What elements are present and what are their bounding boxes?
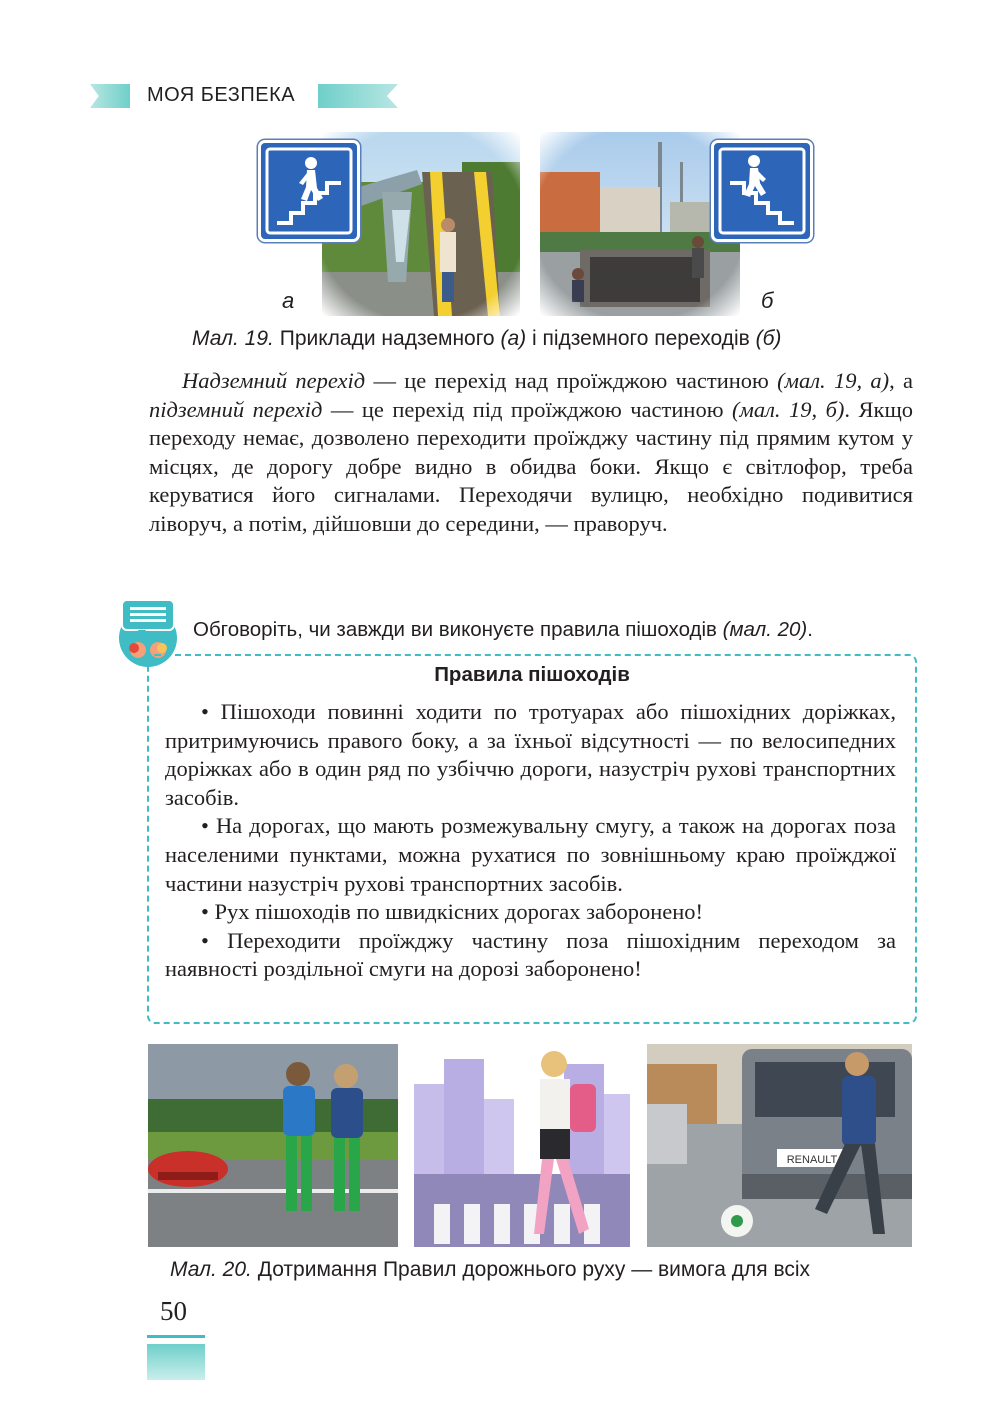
- figure-label-a: а: [282, 288, 295, 313]
- rules-list: [165, 698, 896, 984]
- rule-item: • Пішоходи повинні ходити по тротуарах або пішохідних доріжках, притримуючись правого боку, а за їхньої відсутності — по велосипедних доріжках або в один ряд по узбіччю дороги, назустріч руховi транспортних засобів.: [165, 699, 896, 810]
- photo-girl-crosswalk: [414, 1044, 630, 1247]
- caption-ref-a: (а): [500, 327, 527, 350]
- page-number-underline: [147, 1335, 205, 1338]
- discussion-prompt: [193, 618, 813, 642]
- photo-children-roadside: [148, 1044, 398, 1247]
- figure20-caption: [170, 1258, 810, 1282]
- term-overpass: Надземний перехід: [182, 368, 366, 393]
- caption-ref-b: (б): [755, 327, 782, 350]
- page-corner-decoration: [147, 1344, 205, 1380]
- rule-item: • Рух пішоходів по швидкісних дорогах заборонено!: [201, 899, 704, 925]
- section-title: МОЯ БЕЗПЕКА: [147, 84, 296, 106]
- rule-item: • Переходити проїжджу частину поза пішохідним переходом за наявності роздільної смуги на дорозі заборонено!: [165, 927, 896, 982]
- body-paragraph: [149, 367, 913, 539]
- ref-fig19a: (мал. 19, а): [777, 368, 890, 393]
- discussion-text: Обговоріть, чи завжди ви виконуєте правила пішоходів: [193, 618, 717, 641]
- figure19-caption: [192, 327, 781, 351]
- paragraph-text: . Якщо переходу немає, дозволено переходити проїжджу частину під прямим кутом у місцях, де дорогу добре видно в обидва боки. Якщо є світлофор, треба керуватися його сигналами. Переходячи вулицю, необхідно подивитися ліворуч, а потім, дійшовши до середини, — праворуч.: [149, 396, 914, 536]
- discussion-end: .: [807, 618, 813, 641]
- license-plate-text: RENAULT: [786, 1154, 838, 1166]
- paragraph-text: , а: [889, 368, 913, 393]
- rules-title: Правила пішоходів: [434, 663, 630, 686]
- discussion-ref: (мал. 20): [722, 618, 808, 641]
- photo-boy-ball-road: [647, 1044, 912, 1247]
- overpass-sign-icon: [258, 140, 360, 242]
- ref-fig19b: (мал. 19, б): [731, 396, 845, 422]
- underpass-photo: [540, 132, 740, 316]
- caption-text: Приклади надземного: [279, 327, 495, 350]
- figure-label-b: б: [761, 288, 774, 313]
- term-underpass: підземний перехід: [149, 396, 323, 422]
- header-decoration-right: [318, 84, 398, 108]
- caption-number: Мал. 19.: [192, 327, 274, 350]
- caption-text-mid: і підземного переходів: [531, 327, 750, 350]
- page-number: 50: [160, 1296, 187, 1326]
- header-decoration-left: [90, 84, 130, 108]
- paragraph-text: — це перехід над проїжджою частиною: [365, 368, 778, 393]
- caption-text: Дотримання Правил дорожнього руху — вимога для всіх: [257, 1258, 811, 1281]
- underpass-sign-icon: [711, 140, 813, 242]
- paragraph-text: — це перехід під проїжджою частиною: [322, 396, 732, 422]
- caption-number: Мал. 20.: [170, 1258, 252, 1281]
- rule-item: • На дорогах, що мають розмежувальну смугу, а також на дорогах поза населеними пунктами, можна рухатися по зовнішньому краю проїжджої частини назустріч рухові транспортних засобів.: [165, 813, 896, 896]
